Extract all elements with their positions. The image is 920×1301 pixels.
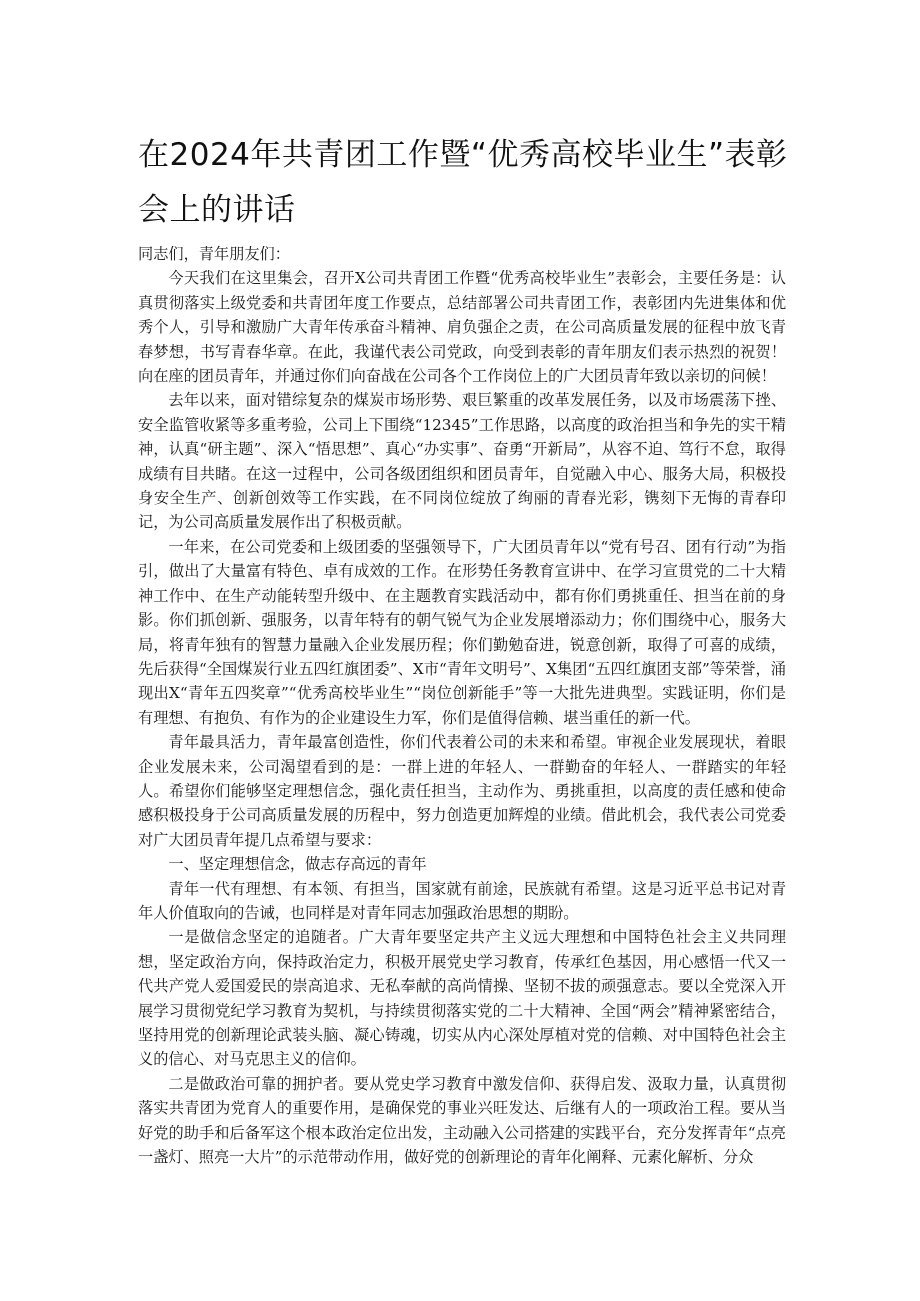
paragraph-section-1-intro: 青年一代有理想、有本领、有担当，国家就有前途，民族就有希望。这是习近平总书记对青年人价值取向的告诫，也同样是对青年同志加强政治思想的期盼。 [138, 879, 786, 922]
paragraph-point-2: 二是做政治可靠的拥护者。要从党史学习教育中激发信仰、获得启发、汲取力量，认真贯彻落实共青团为党育人的重要作用，是确保党的事业兴旺发达、后继有人的一项政治工程。要从当好党的助手和后备军这个根本政治定位出发，主动融入公司搭建的实践平台，充分发挥青年“点亮一盏灯、照亮一大片”的示范带动作用，做好党的创新理论的青年化阐释、元素化解析、分众 [138, 1074, 786, 1167]
paragraph-review: 去年以来，面对错综复杂的煤炭市场形势、艰巨繁重的改革发展任务，以及市场震荡下挫、安全监管收紧等多重考验，公司上下围绕“12345”工作思路，以高度的政治担当和争先的实干精神，认真“研主题”、深入“悟思想”、真心“办实事”、奋勇“开新局”，从容不迫、笃行不怠，取得成绩有目共睹。在这一过程中，公司各级团组织和团员青年，自觉融入中心、服务大局，积极投身安全生产、创新创效等工作实践，在不同岗位绽放了绚丽的青春光彩，镌刻下无悔的青春印记，为公司高质量发展作出了积极贡献。 [138, 391, 786, 532]
paragraph-intro: 今天我们在这里集会，召开X公司共青团工作暨“优秀高校毕业生”表彰会，主要任务是：认真贯彻落实上级党委和共青团年度工作要点，总结部署公司共青团工作，表彰团内先进集体和优秀个人，引导和激励广大青年传承奋斗精神、肩负强企之责，在公司高质量发展的征程中放飞青春梦想，书写青春华章。在此，我谨代表公司党政，向受到表彰的青年朋友们表示热烈的祝贺！向在座的团员青年，并通过你们向奋战在公司各个工作岗位上的广大团员青年致以亲切的问候！ [138, 269, 786, 386]
paragraph-hopes: 青年最具活力，青年最富创造性，你们代表着公司的未来和希望。审视企业发展现状，着眼企业发展未来，公司渴望看到的是：一群上进的年轻人、一群勤奋的年轻人、一群踏实的年轻人。希望你们能够坚定理想信念，强化责任担当，主动作为、勇挑重担，以高度的责任感和使命感积极投身于公司高质量发展的历程中，努力创造更加辉煌的业绩。借此机会，我代表公司党委对广大团员青年提几点希望与要求： [138, 733, 786, 849]
section-heading-1: 一、坚定理想信念，做志存高远的青年 [168, 855, 427, 874]
greeting: 同志们，青年朋友们： [138, 245, 290, 263]
paragraph-achievements: 一年来，在公司党委和上级团委的坚强领导下，广大团员青年以“党有号召、团有行动”为指引，做出了大量富有特色、卓有成效的工作。在形势任务教育宣讲中、在学习宣贯党的二十大精神工作中、在生产动能转型升级中、在主题教育实践活动中，都有你们勇挑重任、担当在前的身影。你们抓创新、强服务，以青年特有的朝气锐气为企业发展增添动力；你们围绕中心，服务大局，将青年独有的智慧力量融入企业发展历程；你们勤勉奋进，锐意创新，取得了可喜的成绩，先后获得“全国煤炭行业五四红旗团委”、X市“青年文明号”、X集团“五四红旗团支部”等荣誉，涌现出X“青年五四奖章”“优秀高校毕业生”“岗位创新能手”等一大批先进典型。实践证明，你们是有理想、有抱负、有作为的企业建设生力军，你们是值得信赖、堪当重任的新一代。 [138, 537, 786, 727]
document-body [138, 242, 786, 1169]
paragraph-point-1: 一是做信念坚定的追随者。广大青年要坚定共产主义远大理想和中国特色社会主义共同理想，坚定政治方向，保持政治定力，积极开展党史学习教育，传承红色基因，用心感悟一代又一代共产党人爱国爱民的崇高追求、无私奉献的高尚情操、坚韧不拔的顽强意志。要以全党深入开展学习贯彻党纪学习教育为契机，与持续贯彻落实党的二十大精神、全国“两会”精神紧密结合，坚持用党的创新理论武装头脑、凝心铸魂，切实从内心深处厚植对党的信赖、对中国特色社会主义的信心、对马克思主义的信仰。 [138, 928, 786, 1069]
document-title: 在2024年共青团工作暨“优秀高校毕业生”表彰会上的讲话 [138, 137, 788, 228]
